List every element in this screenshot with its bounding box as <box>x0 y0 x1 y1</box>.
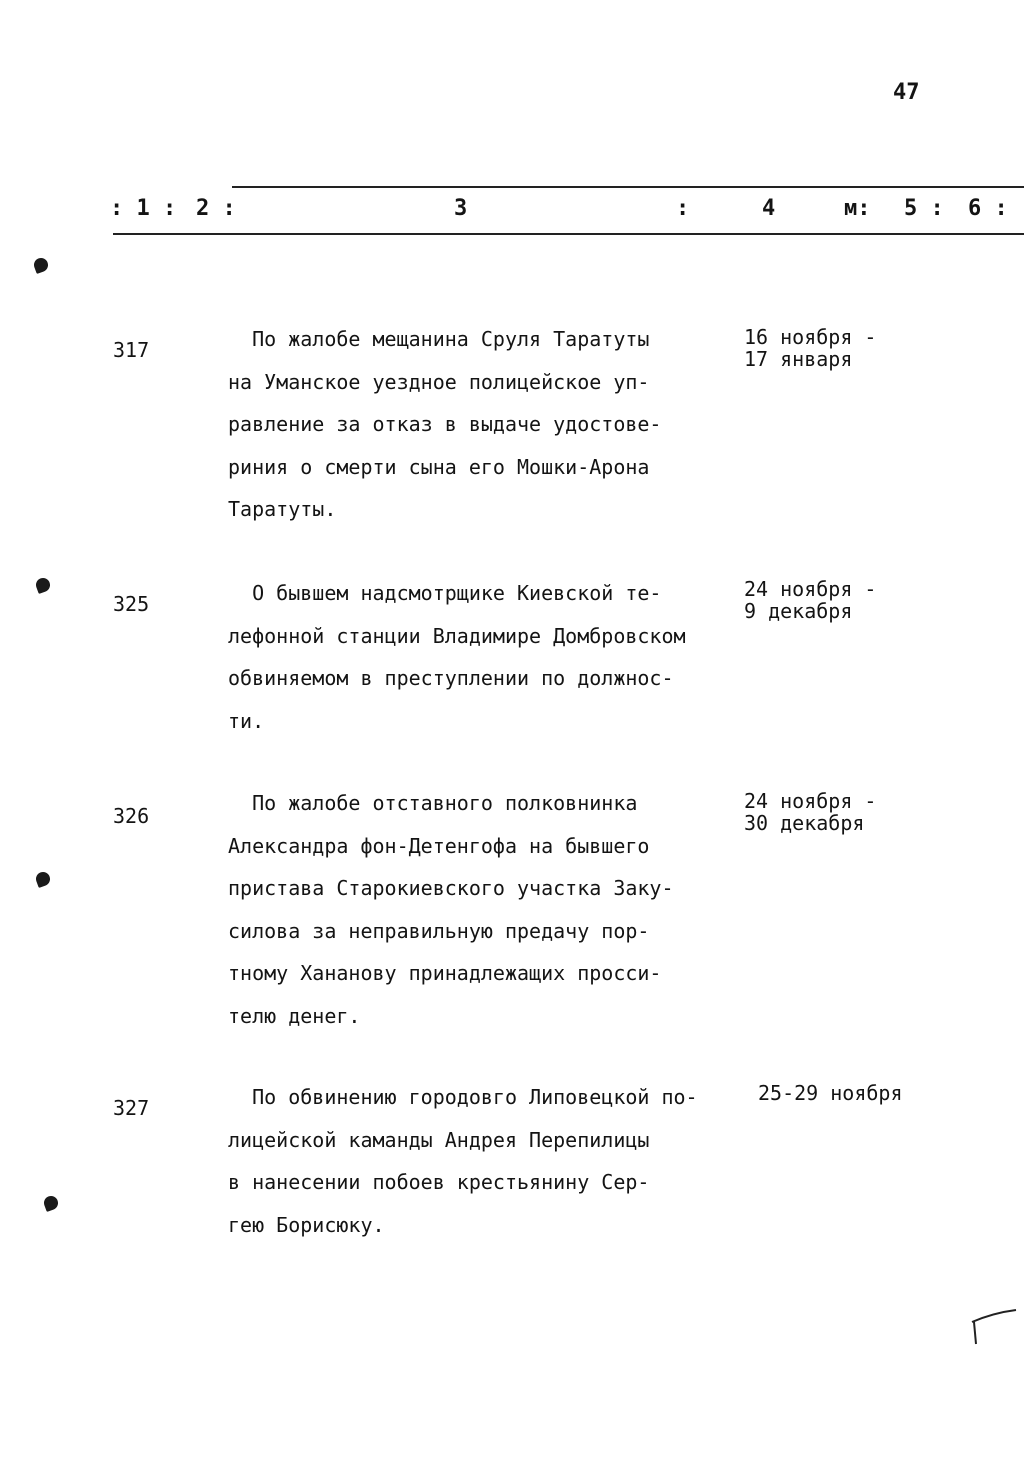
column-header-row <box>0 196 1024 230</box>
entry-description-line: лицейской каманды Андрея Перепилицы <box>228 1127 650 1152</box>
entry-description-line: гею Борисюку. <box>228 1212 385 1237</box>
column-header-4-separator: м: <box>844 196 871 221</box>
entry-number: 326 <box>113 804 150 828</box>
entry-description-line: Александра фон-Детенгофа на бывшего <box>228 833 650 858</box>
entry-description <box>228 572 728 742</box>
entry-description-line: По жалобе мещанина Cруля Таратуты <box>228 327 650 351</box>
entry-date-line: 17 января <box>744 347 853 371</box>
column-header-3-separator: : <box>676 196 690 221</box>
header-rule-top <box>232 186 1024 188</box>
entry-description-line: О бывшем надсмотрщике Киевской те- <box>228 581 662 605</box>
entry-date-line: 16 ноября - <box>744 325 877 349</box>
entry-description-line: лефонной станции Владимире Домбровском <box>228 623 686 648</box>
entry-description-line: телю денег. <box>228 1003 361 1028</box>
column-header-6: 6 : <box>968 196 1008 221</box>
entry-description <box>228 782 728 1037</box>
entry-date-line: 30 декабря <box>744 811 865 835</box>
pen-stroke-mark <box>968 1308 1018 1348</box>
entry-dates <box>744 578 876 622</box>
entry-description-line: в нанесении побоев крестьянину Сер- <box>228 1170 650 1194</box>
column-header-4: 4 <box>762 196 776 221</box>
entry-description-line: тному Хананову принадлежащих просси- <box>228 961 662 985</box>
header-rule-bottom <box>113 233 1024 235</box>
column-header-5: 5 : <box>904 196 944 221</box>
entry-number: 317 <box>113 338 150 362</box>
entry-number: 325 <box>113 592 150 616</box>
entry-dates <box>744 790 876 834</box>
binder-hole-mark <box>34 576 52 594</box>
entry-description <box>228 318 728 531</box>
entry-date-line: 9 декабря <box>744 599 853 623</box>
page-number: 47 <box>893 80 920 105</box>
entry-description-line: силова за неправильную предачу пор- <box>228 918 650 943</box>
binder-hole-mark <box>32 256 50 274</box>
entry-number: 327 <box>113 1096 150 1120</box>
column-header-1: : 1 : <box>110 196 177 221</box>
entry-description-line: риния о смерти сына его Мошки-Арона <box>228 454 650 479</box>
entry-description-line: ти. <box>228 708 265 733</box>
entry-dates <box>758 1082 903 1104</box>
entry-description-line: По жалобе отставного полковнинка <box>228 791 638 815</box>
entry-description-line: на Уманское уездное полицейское уп- <box>228 369 650 394</box>
entry-description-line: пристава Старокиевского участка Заку- <box>228 876 674 900</box>
entry-description-line: По обвинению городовго Липовецкой по- <box>228 1085 698 1109</box>
entry-description-line: обвиняемом в преступлении по должнос- <box>228 666 674 690</box>
column-header-3: 3 <box>454 196 468 221</box>
entry-description-line: равление за отказ в выдаче удостове- <box>228 412 662 436</box>
column-header-2: 2 : <box>196 196 236 221</box>
entry-dates <box>744 326 876 370</box>
entry-date-line: 25-29 ноября <box>758 1081 903 1105</box>
entry-date-line: 24 ноября - <box>744 789 877 813</box>
entry-description-line: Таратуты. <box>228 497 337 521</box>
entry-date-line: 24 ноября - <box>744 577 877 601</box>
binder-hole-mark <box>42 1194 60 1212</box>
binder-hole-mark <box>34 870 52 888</box>
entry-description <box>228 1076 728 1246</box>
